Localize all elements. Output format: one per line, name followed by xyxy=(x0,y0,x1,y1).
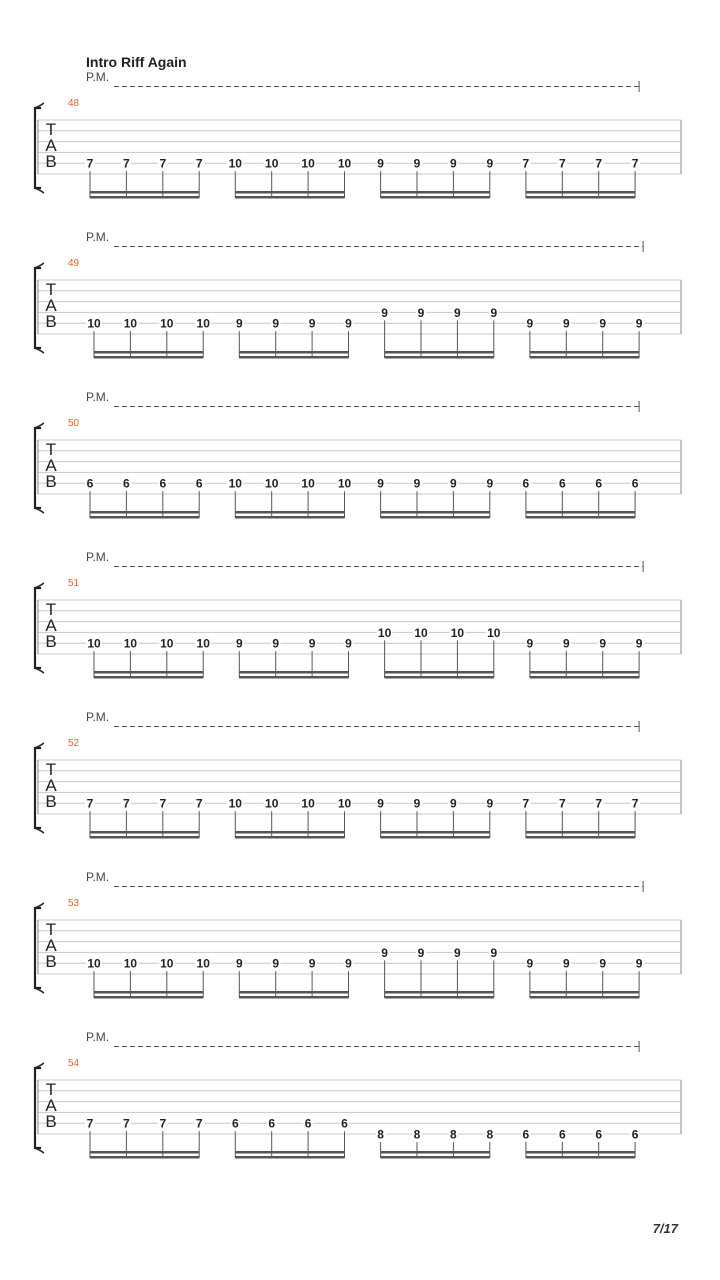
fret-number: 9 xyxy=(526,636,534,651)
fret-number: 7 xyxy=(558,796,566,811)
tab-staff xyxy=(0,1030,720,1190)
bar-number: 50 xyxy=(68,418,80,429)
fret-number: 10 xyxy=(228,476,242,491)
fret-number: 10 xyxy=(123,956,138,971)
fret-number: 6 xyxy=(231,1116,239,1131)
beam-secondary xyxy=(239,996,348,999)
tab-clef-a: A xyxy=(45,616,57,635)
fret-number: 7 xyxy=(631,156,639,171)
beam-primary xyxy=(526,511,635,514)
fret-number: 10 xyxy=(196,636,210,651)
fret-number: 9 xyxy=(562,316,570,331)
fret-number: 8 xyxy=(377,1127,384,1142)
palm-mute-label: P.M. xyxy=(86,870,110,884)
fret-number: 6 xyxy=(123,476,130,491)
beam-secondary xyxy=(530,996,639,999)
tab-clef-t: T xyxy=(45,760,57,779)
beam-secondary xyxy=(94,996,203,999)
beam-secondary xyxy=(526,1156,635,1159)
fret-number: 10 xyxy=(337,156,352,171)
fret-number: 9 xyxy=(490,305,498,320)
bar-number: 52 xyxy=(68,738,80,749)
beam-secondary xyxy=(385,676,494,679)
fret-number: 9 xyxy=(417,945,425,960)
fret-number: 10 xyxy=(301,156,315,171)
fret-number: 7 xyxy=(123,796,130,811)
beam-primary xyxy=(235,1151,344,1154)
beam-secondary xyxy=(94,356,203,359)
fret-number: 7 xyxy=(195,796,203,811)
beam-primary xyxy=(530,671,639,674)
tab-clef-t: T xyxy=(45,600,57,619)
beam-primary xyxy=(94,671,203,674)
tab-staff xyxy=(0,870,720,1030)
beam-secondary xyxy=(526,516,635,519)
fret-number: 6 xyxy=(304,1116,312,1131)
fret-number: 10 xyxy=(87,956,101,971)
palm-mute-label: P.M. xyxy=(86,710,110,724)
tab-clef-b: B xyxy=(45,312,57,331)
tab-clef-a: A xyxy=(45,456,57,475)
palm-mute-label: P.M. xyxy=(86,390,110,404)
bar-number: 48 xyxy=(68,98,80,109)
tab-staff xyxy=(0,70,720,230)
tab-staff xyxy=(0,710,720,870)
fret-number: 7 xyxy=(522,156,530,171)
tab-clef-t: T xyxy=(45,920,57,939)
fret-number: 10 xyxy=(228,156,242,171)
beam-primary xyxy=(235,511,344,514)
fret-number: 9 xyxy=(486,796,494,811)
tab-clef-a: A xyxy=(45,776,57,795)
beam-primary xyxy=(381,1151,490,1154)
beam-secondary xyxy=(526,836,635,839)
fret-number: 10 xyxy=(265,796,279,811)
beam-secondary xyxy=(530,676,639,679)
fret-number: 6 xyxy=(558,476,566,491)
tab-clef-b: B xyxy=(45,1112,57,1131)
fret-number: 9 xyxy=(345,636,352,651)
fret-number: 10 xyxy=(160,636,174,651)
beam-primary xyxy=(381,831,490,834)
fret-number: 9 xyxy=(272,956,280,971)
beam-secondary xyxy=(381,196,490,199)
fret-number: 9 xyxy=(562,636,570,651)
bar-number: 51 xyxy=(68,578,80,589)
beam-secondary xyxy=(235,516,344,519)
fret-number: 9 xyxy=(486,476,494,491)
fret-number: 7 xyxy=(195,156,203,171)
beam-secondary xyxy=(94,676,203,679)
fret-number: 9 xyxy=(272,636,280,651)
fret-number: 7 xyxy=(159,796,167,811)
palm-mute-label: P.M. xyxy=(86,1030,110,1044)
fret-number: 6 xyxy=(86,476,94,491)
fret-number: 6 xyxy=(631,1127,639,1142)
fret-number: 8 xyxy=(450,1127,457,1142)
fret-number: 9 xyxy=(599,956,607,971)
fret-number: 9 xyxy=(454,945,461,960)
tab-clef-b: B xyxy=(45,632,57,651)
tab-clef-t: T xyxy=(45,120,57,139)
tab-clef-a: A xyxy=(45,1096,57,1115)
fret-number: 7 xyxy=(631,796,639,811)
palm-mute-label: P.M. xyxy=(86,230,110,244)
beam-primary xyxy=(235,191,344,194)
beam-primary xyxy=(239,671,348,674)
tab-system-50 xyxy=(0,390,720,550)
fret-number: 10 xyxy=(450,625,465,640)
section-title: Intro Riff Again xyxy=(86,54,187,70)
beam-primary xyxy=(94,351,203,354)
tab-clef-b: B xyxy=(45,792,57,811)
fret-number: 10 xyxy=(337,796,352,811)
beam-secondary xyxy=(235,196,344,199)
beam-primary xyxy=(526,831,635,834)
beam-primary xyxy=(530,991,639,994)
fret-number: 7 xyxy=(86,796,94,811)
fret-number: 6 xyxy=(595,1127,603,1142)
beam-primary xyxy=(235,831,344,834)
fret-number: 9 xyxy=(450,476,457,491)
fret-number: 9 xyxy=(377,796,384,811)
fret-number: 10 xyxy=(337,476,352,491)
fret-number: 7 xyxy=(123,156,130,171)
fret-number: 6 xyxy=(159,476,167,491)
fret-number: 6 xyxy=(631,476,639,491)
tab-clef-b: B xyxy=(45,472,57,491)
fret-number: 9 xyxy=(635,316,643,331)
fret-number: 9 xyxy=(450,796,457,811)
bar-number: 49 xyxy=(68,258,80,269)
beam-primary xyxy=(90,191,199,194)
beam-secondary xyxy=(235,1156,344,1159)
tab-clef-t: T xyxy=(45,440,57,459)
bar-number: 54 xyxy=(68,1058,80,1069)
beam-primary xyxy=(381,511,490,514)
beam-primary xyxy=(239,991,348,994)
tab-clef-a: A xyxy=(45,936,57,955)
fret-number: 7 xyxy=(522,796,530,811)
beam-primary xyxy=(239,351,348,354)
fret-number: 10 xyxy=(123,316,138,331)
fret-number: 10 xyxy=(265,156,279,171)
fret-number: 10 xyxy=(265,476,279,491)
beam-secondary xyxy=(530,356,639,359)
tab-staff xyxy=(0,390,720,550)
fret-number: 10 xyxy=(87,636,101,651)
beam-secondary xyxy=(526,196,635,199)
fret-number: 10 xyxy=(196,956,210,971)
fret-number: 9 xyxy=(635,956,643,971)
fret-number: 9 xyxy=(345,316,352,331)
tab-system-52 xyxy=(0,710,720,870)
fret-number: 9 xyxy=(272,316,280,331)
tab-staff xyxy=(0,230,720,390)
fret-number: 10 xyxy=(301,796,315,811)
beam-primary xyxy=(90,1151,199,1154)
fret-number: 9 xyxy=(454,305,461,320)
beam-primary xyxy=(94,991,203,994)
fret-number: 10 xyxy=(301,476,315,491)
fret-number: 8 xyxy=(413,1127,421,1142)
beam-primary xyxy=(526,1151,635,1154)
tab-clef-t: T xyxy=(45,280,57,299)
fret-number: 10 xyxy=(160,316,174,331)
beam-primary xyxy=(526,191,635,194)
fret-number: 6 xyxy=(522,1127,530,1142)
fret-number: 9 xyxy=(635,636,643,651)
fret-number: 9 xyxy=(599,636,607,651)
beam-primary xyxy=(385,671,494,674)
fret-number: 10 xyxy=(377,625,392,640)
beam-primary xyxy=(385,351,494,354)
fret-number: 10 xyxy=(196,316,210,331)
fret-number: 9 xyxy=(562,956,570,971)
beam-primary xyxy=(385,991,494,994)
fret-number: 9 xyxy=(235,316,243,331)
fret-number: 10 xyxy=(487,625,501,640)
beam-secondary xyxy=(385,356,494,359)
fret-number: 10 xyxy=(160,956,174,971)
beam-primary xyxy=(90,511,199,514)
fret-number: 6 xyxy=(195,476,203,491)
beam-secondary xyxy=(381,1156,490,1159)
tab-system-49 xyxy=(0,230,720,390)
fret-number: 9 xyxy=(490,945,498,960)
fret-number: 9 xyxy=(235,636,243,651)
fret-number: 9 xyxy=(599,316,607,331)
fret-number: 9 xyxy=(413,476,421,491)
fret-number: 9 xyxy=(486,156,494,171)
beam-secondary xyxy=(381,836,490,839)
beam-secondary xyxy=(90,516,199,519)
palm-mute-label: P.M. xyxy=(86,70,110,84)
tab-clef-a: A xyxy=(45,296,57,315)
fret-number: 10 xyxy=(87,316,101,331)
fret-number: 10 xyxy=(414,625,428,640)
beam-primary xyxy=(530,351,639,354)
palm-mute-label: P.M. xyxy=(86,550,110,564)
fret-number: 9 xyxy=(450,156,457,171)
fret-number: 7 xyxy=(86,156,94,171)
fret-number: 9 xyxy=(381,305,388,320)
fret-number: 6 xyxy=(522,476,530,491)
fret-number: 8 xyxy=(486,1127,494,1142)
fret-number: 6 xyxy=(268,1116,276,1131)
beam-secondary xyxy=(235,836,344,839)
beam-secondary xyxy=(90,196,199,199)
beam-secondary xyxy=(239,676,348,679)
beam-secondary xyxy=(381,516,490,519)
fret-number: 7 xyxy=(159,1116,167,1131)
fret-number: 7 xyxy=(558,156,566,171)
fret-number: 9 xyxy=(377,476,384,491)
fret-number: 9 xyxy=(413,796,421,811)
fret-number: 7 xyxy=(159,156,167,171)
fret-number: 6 xyxy=(595,476,603,491)
page-number: 7/17 xyxy=(652,1221,678,1236)
fret-number: 9 xyxy=(417,305,425,320)
fret-number: 10 xyxy=(123,636,138,651)
beam-primary xyxy=(381,191,490,194)
tab-system-54 xyxy=(0,1030,720,1190)
fret-number: 9 xyxy=(381,945,388,960)
fret-number: 7 xyxy=(123,1116,130,1131)
fret-number: 9 xyxy=(345,956,352,971)
tab-system-51 xyxy=(0,550,720,710)
tab-staff xyxy=(0,550,720,710)
fret-number: 6 xyxy=(558,1127,566,1142)
tab-clef-b: B xyxy=(45,152,57,171)
beam-secondary xyxy=(239,356,348,359)
fret-number: 9 xyxy=(235,956,243,971)
fret-number: 7 xyxy=(595,796,603,811)
fret-number: 7 xyxy=(595,156,603,171)
tab-system-48 xyxy=(0,70,720,230)
tab-clef-t: T xyxy=(45,1080,57,1099)
fret-number: 9 xyxy=(413,156,421,171)
fret-number: 9 xyxy=(308,956,316,971)
fret-number: 9 xyxy=(377,156,384,171)
fret-number: 9 xyxy=(308,636,316,651)
beam-secondary xyxy=(385,996,494,999)
fret-number: 9 xyxy=(308,316,316,331)
tab-clef-b: B xyxy=(45,952,57,971)
beam-secondary xyxy=(90,836,199,839)
fret-number: 6 xyxy=(341,1116,348,1131)
tab-clef-a: A xyxy=(45,136,57,155)
beam-primary xyxy=(90,831,199,834)
fret-number: 7 xyxy=(86,1116,94,1131)
beam-secondary xyxy=(90,1156,199,1159)
bar-number: 53 xyxy=(68,898,80,909)
fret-number: 9 xyxy=(526,956,534,971)
tab-system-53 xyxy=(0,870,720,1030)
fret-number: 10 xyxy=(228,796,242,811)
fret-number: 7 xyxy=(195,1116,203,1131)
fret-number: 9 xyxy=(526,316,534,331)
